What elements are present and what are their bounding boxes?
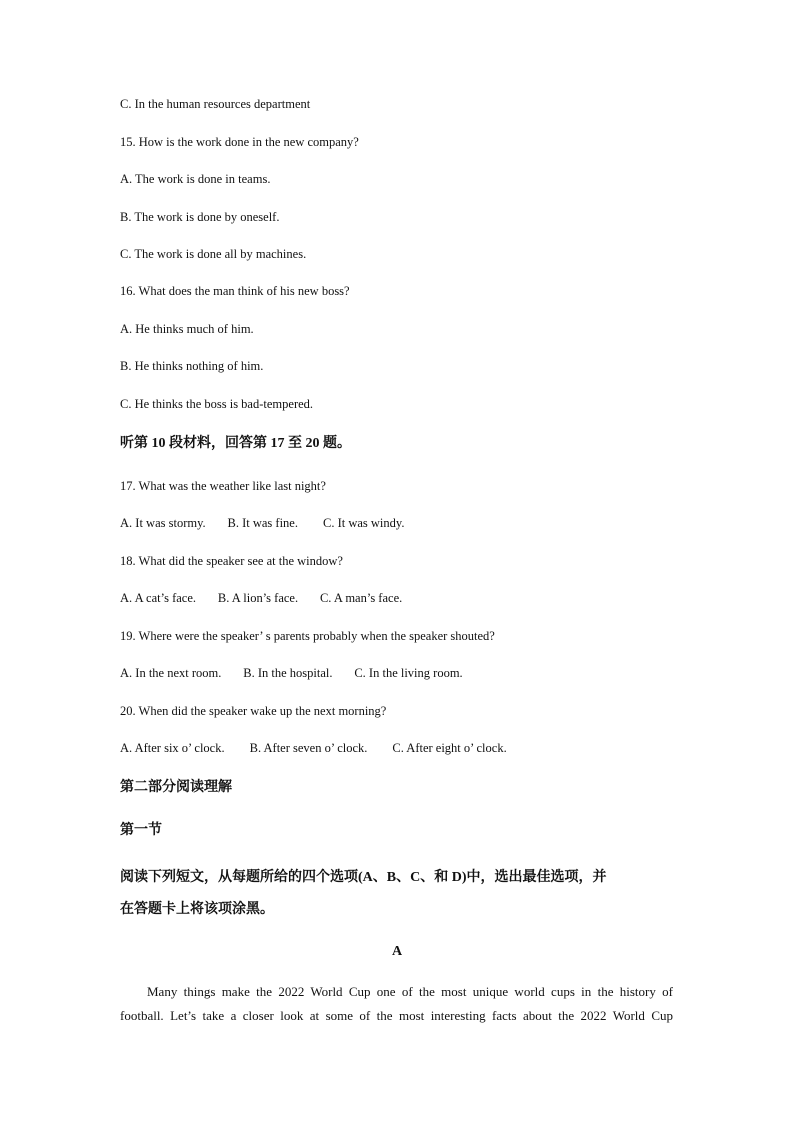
- options-q19: A. In the next room. B. In the hospital. C. In the living room.: [120, 666, 463, 680]
- options-q18: A. A cat’s face. B. A lion’s face. C. A man’s face.: [120, 591, 403, 605]
- question-16: 16. What does the man think of his new boss?: [120, 284, 350, 298]
- option-c-q14: C. In the human resources department: [120, 97, 311, 111]
- passage-line-1: Many things make the 2022 World Cup one of the most unique world cups in the history of: [147, 984, 673, 999]
- option-b-q15: B. The work is done by oneself.: [120, 210, 280, 224]
- question-15: 15. How is the work done in the new company?: [120, 135, 359, 149]
- question-18: 18. What did the speaker see at the window?: [120, 554, 343, 568]
- option-b-q16: B. He thinks nothing of him.: [120, 359, 264, 373]
- options-q17: A. It was stormy. B. It was fine. C. It was windy.: [120, 516, 405, 530]
- options-q20: A. After six o’ clock. B. After seven o’ clock. C. After eight o’ clock.: [120, 741, 507, 755]
- section-one-heading: 第一节: [120, 823, 162, 838]
- option-c-q16: C. He thinks the boss is bad-tempered.: [120, 397, 314, 411]
- question-19: 19. Where were the speaker’ s parents probably when the speaker shouted?: [120, 629, 495, 643]
- section-heading-material-10: 听第 10 段材料，回答第 17 至 20 题。: [120, 436, 351, 451]
- instructions-line-1: 阅读下列短文，从每题所给的四个选项(A、B、C、和 D)中，选出最佳选项，并: [120, 870, 607, 885]
- option-a-q16: A. He thinks much of him.: [120, 322, 254, 336]
- question-20: 20. When did the speaker wake up the next morning?: [120, 704, 387, 718]
- option-c-q15: C. The work is done all by machines.: [120, 247, 307, 261]
- instructions-line-2: 在答题卡上将该项涂黑。: [120, 902, 274, 917]
- part-two-heading: 第二部分阅读理解: [120, 780, 232, 795]
- passage-line-2: football. Let’s take a closer look at some of the most interesting facts about the 2022 World Cup: [120, 1008, 673, 1023]
- question-17: 17. What was the weather like last night?: [120, 479, 326, 493]
- option-a-q15: A. The work is done in teams.: [120, 172, 271, 186]
- passage-label: A: [391, 944, 403, 959]
